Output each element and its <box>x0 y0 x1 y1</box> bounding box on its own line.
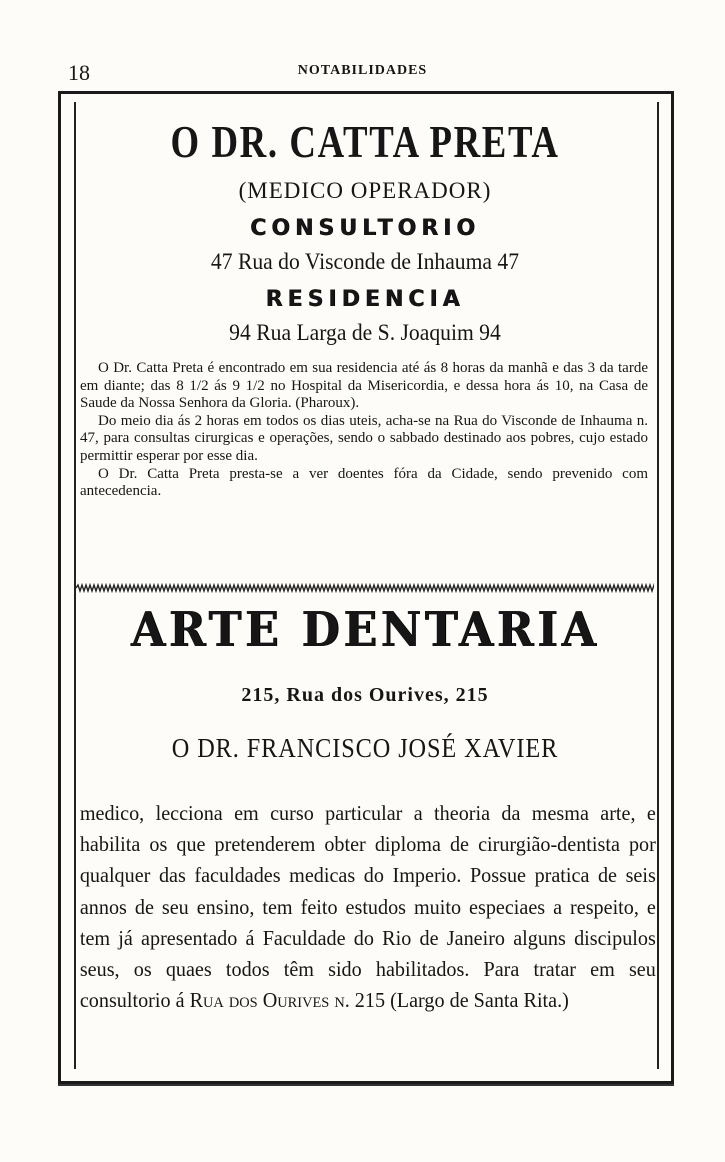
ad-two-body-address: Rua dos Ourives n. <box>189 988 350 1013</box>
residence-address: 94 Rua Larga de S. Joaquim 94 <box>229 320 501 345</box>
residence-label: RESIDENCIA <box>265 287 465 312</box>
office-label: CONSULTORIO <box>250 216 480 241</box>
office-address: 47 Rua do Visconde de Inhauma 47 <box>210 249 520 274</box>
ad-one-paragraph-3: O Dr. Catta Preta presta-se a ver doentes fóra da Cidade, sendo prevenido com antecedencia. <box>80 465 648 500</box>
running-head <box>0 60 725 90</box>
ad-two-title: ARTE DENTARIA <box>130 602 600 658</box>
ad-one-subtitle: (MEDICO OPERADOR) <box>238 178 492 203</box>
ad-two-doctor: O DR. FRANCISCO JOSÉ XAVIER <box>171 733 559 763</box>
ad-one-paragraph-2: Do meio dia ás 2 horas em todos os dias uteis, acha-se na Rua do Visconde de Inhauma n. 47, para consultas cirurgicas e operações, sendo o sabbado destinado aos pobres, cujo estado permittir esperar por esse dia. <box>80 412 648 464</box>
page-number: 18 <box>68 60 90 85</box>
ad-one-paragraph-1: O Dr. Catta Preta é encontrado em sua residencia até ás 8 horas da manhã e das 3 da tarde em diante; das 8 1/2 ás 9 1/2 no Hospital da Misericordia, e dessa hora ás 10, na Casa de Saude da Nossa Senhora da Gloria. (Pharoux). <box>80 360 648 412</box>
wavy-divider <box>76 583 654 593</box>
arte-dentaria-advertisement <box>76 600 654 1016</box>
ad-one-body <box>76 360 654 501</box>
ad-two-address: 215, Rua dos Ourives, 215 <box>241 684 489 706</box>
running-title: NOTABILIDADES <box>297 63 428 78</box>
ad-two-body-text: medico, lecciona em curso particular a theoria da mesma arte, e habilita os que pretenderem obter diploma de cirurgião-dentista por qualquer das faculdades medicas do Imperio. Possue pratica de seis annos de seu ensino, tem feito estudos muito especiaes a respeito, e tem já apresentado á Faculdade do Rio de Janeiro alguns discipulos seus, os quaes todos têm sido habilitados. Para tratar em seu consultorio á <box>79 801 656 1013</box>
ad-two-body <box>76 798 660 1016</box>
ad-two-body-end: 215 (Largo de Santa Rita.) <box>354 988 569 1013</box>
catta-preta-advertisement <box>76 108 654 501</box>
ad-one-title: O DR. CATTA PRETA <box>170 116 560 167</box>
